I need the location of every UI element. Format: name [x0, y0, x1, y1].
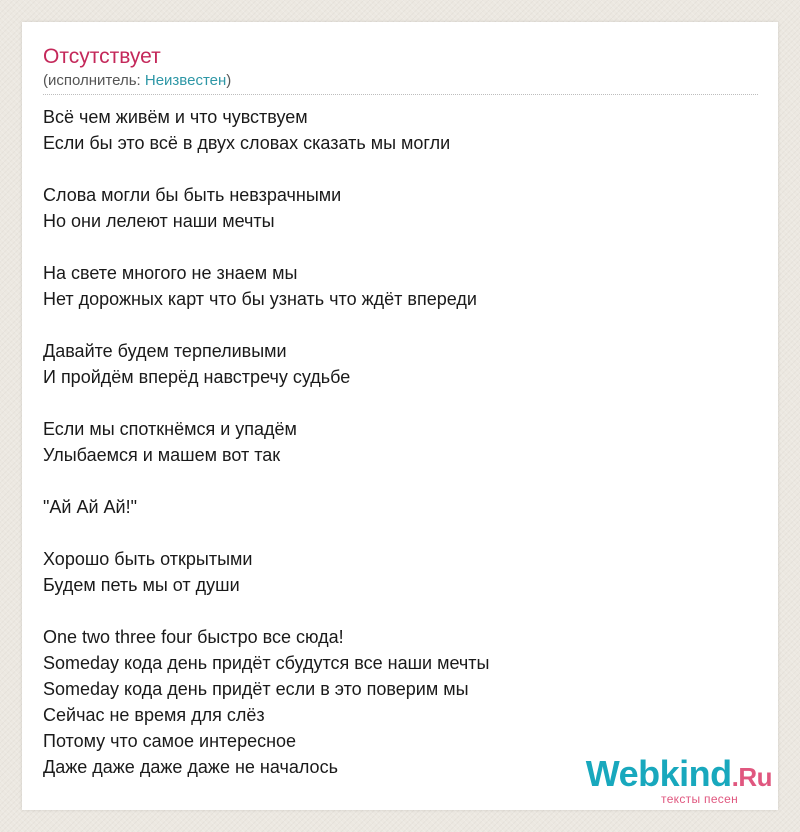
lyric-stanza [43, 338, 489, 390]
lyric-stanza [43, 494, 489, 520]
lyric-line: И пройдём вперёд навстречу судьбе [43, 367, 351, 387]
artist-suffix: ) [226, 72, 232, 89]
lyric-line: Потому что самое интересное [43, 731, 297, 751]
lyric-line: Сейчас не время для слёз [43, 705, 265, 725]
lyric-line: Будем петь мы от души [43, 575, 240, 595]
lyrics-card [22, 22, 778, 810]
lyric-stanza [43, 260, 489, 312]
logo-wordmark [585, 753, 772, 795]
lyric-line: Если мы споткнёмся и упадём [43, 419, 297, 439]
lyric-stanza [43, 416, 489, 468]
title-divider [43, 94, 758, 95]
lyric-stanza [43, 104, 489, 156]
logo-tld: .Ru [731, 762, 772, 792]
lyric-stanza [43, 624, 489, 780]
lyric-line: One two three four быстро все сюда! [43, 627, 344, 647]
song-title: Отсутствует [43, 45, 161, 68]
lyric-stanza [43, 182, 489, 234]
webkind-logo [585, 753, 772, 806]
lyric-line: Всё чем живём и что чувствуем [43, 107, 308, 127]
lyric-line: На свете многого не знаем мы [43, 263, 298, 283]
lyric-line: Слова могли бы быть невзрачными [43, 185, 342, 205]
artist-link[interactable]: Неизвестен [144, 72, 227, 89]
lyric-stanza [43, 546, 489, 598]
logo-brand: Webkind [585, 753, 732, 794]
artist-prefix: (исполнитель: [43, 72, 145, 89]
lyric-line: Хорошо быть открытыми [43, 549, 253, 569]
lyric-line: Улыбаемся и машем вот так [43, 445, 281, 465]
lyric-line: "Ай Ай Ай!" [43, 497, 137, 517]
lyric-line: Если бы это всё в двух словах сказать мы могли [43, 133, 451, 153]
lyric-line: Давайте будем терпеливыми [43, 341, 287, 361]
lyric-line: Нет дорожных карт что бы узнать что ждёт впереди [43, 289, 477, 309]
logo-tagline: тексты песен [661, 792, 738, 806]
lyric-line: Someday кода день придёт если в это поверим мы [43, 679, 469, 699]
lyric-line: Someday кода день придёт сбудутся все наши мечты [43, 653, 490, 673]
lyric-line: Но они лелеют наши мечты [43, 211, 275, 231]
lyrics-body [43, 104, 489, 806]
lyric-line: Даже даже даже даже не началось [43, 757, 338, 777]
artist-line [43, 71, 231, 91]
